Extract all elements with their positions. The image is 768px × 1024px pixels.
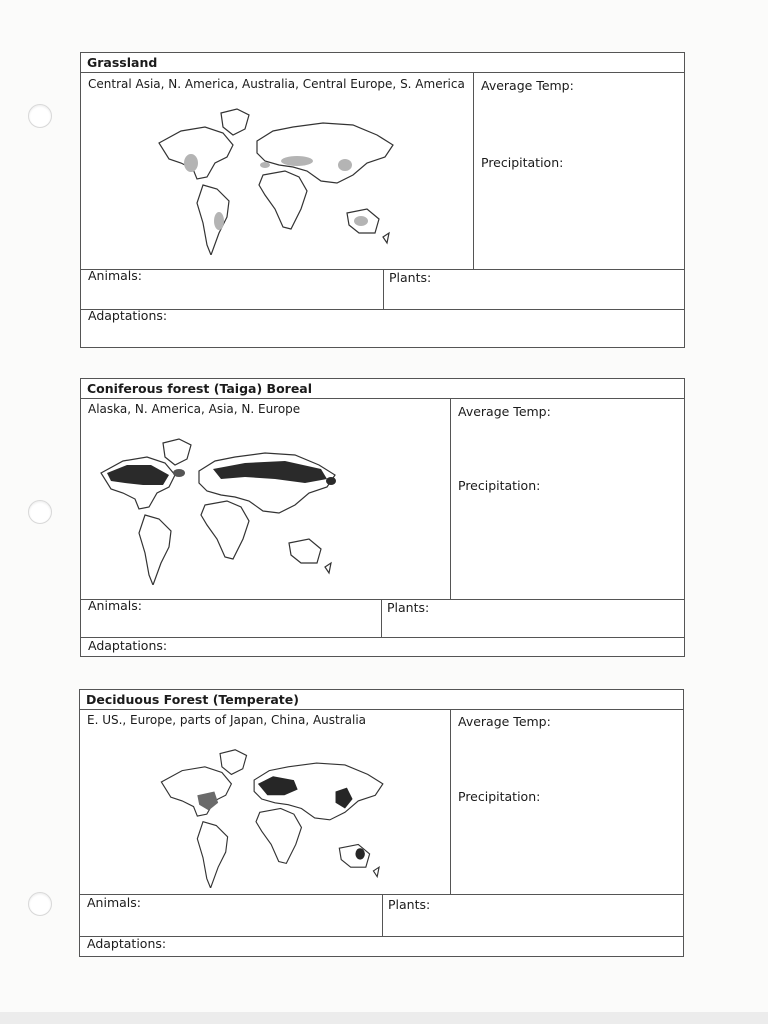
region-list: Central Asia, N. America, Australia, Central Europe, S. America <box>88 77 465 91</box>
precipitation-label: Precipitation: <box>458 789 541 804</box>
region-list: Alaska, N. America, Asia, N. Europe <box>88 402 301 416</box>
average-temp-label: Average Temp: <box>458 404 551 419</box>
binder-hole-middle <box>28 500 52 524</box>
divider <box>81 599 684 600</box>
binder-hole-top <box>28 104 52 128</box>
divider <box>383 269 384 309</box>
adaptations-label: Adaptations: <box>87 936 167 951</box>
divider <box>450 710 451 894</box>
world-map-grassland <box>153 105 403 255</box>
divider <box>81 309 684 310</box>
biome-card-taiga <box>80 378 685 657</box>
precipitation-label: Precipitation: <box>458 478 541 493</box>
average-temp-label: Average Temp: <box>458 714 551 729</box>
world-map-deciduous <box>146 746 402 888</box>
world-map-taiga <box>87 435 353 585</box>
card-title: Coniferous forest (Taiga) Boreal <box>81 379 684 399</box>
divider <box>381 599 382 637</box>
plants-label: Plants: <box>388 897 431 912</box>
divider <box>450 399 451 599</box>
animals-label: Animals: <box>87 895 141 910</box>
animals-label: Animals: <box>88 598 142 613</box>
page-edge <box>0 1012 768 1024</box>
divider <box>81 637 684 638</box>
adaptations-label: Adaptations: <box>88 308 168 323</box>
binder-hole-bottom <box>28 892 52 916</box>
card-title: Grassland <box>81 53 684 73</box>
biome-card-grassland <box>80 52 685 348</box>
plants-label: Plants: <box>387 600 430 615</box>
divider <box>473 73 474 269</box>
divider <box>382 894 383 936</box>
divider <box>80 936 683 937</box>
animals-label: Animals: <box>88 268 142 283</box>
biome-card-deciduous <box>79 689 684 957</box>
card-title: Deciduous Forest (Temperate) <box>80 690 683 710</box>
average-temp-label: Average Temp: <box>481 78 574 93</box>
adaptations-label: Adaptations: <box>88 638 168 653</box>
region-list: E. US., Europe, parts of Japan, China, Australia <box>87 713 367 727</box>
precipitation-label: Precipitation: <box>481 155 564 170</box>
plants-label: Plants: <box>389 270 432 285</box>
